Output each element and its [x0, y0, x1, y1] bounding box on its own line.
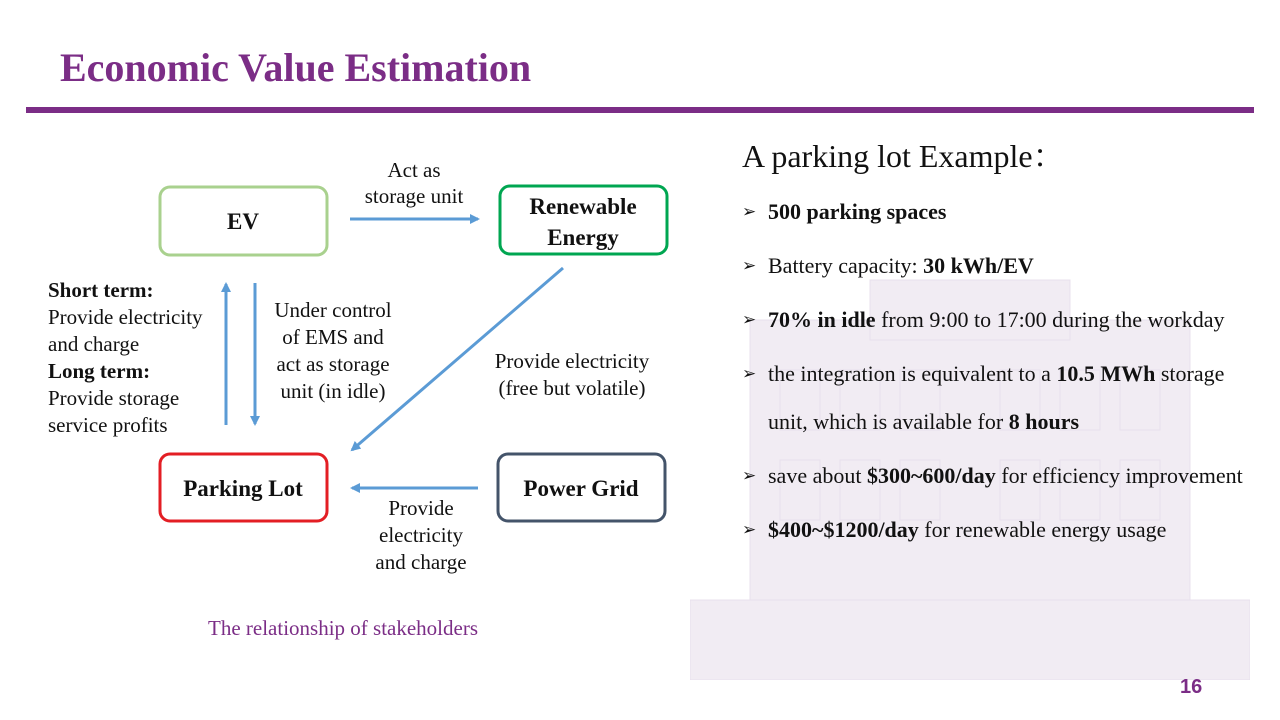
bullet-arrow-icon: ➢	[742, 364, 757, 383]
bullet-arrow-icon: ➢	[742, 256, 757, 275]
edge-label-grid-parking-1: Provide	[388, 496, 454, 520]
example-bullet-list	[742, 188, 1262, 554]
bullet-arrow-icon: ➢	[742, 466, 757, 485]
edge-label-long-term-head: Long term:	[48, 359, 151, 383]
edge-label-ev-parking-4: unit (in idle)	[280, 379, 386, 403]
bullet-idle-time: ➢ 70% in idle from 9:00 to 17:00 during the workday	[742, 296, 1262, 344]
renewable-node-label-line2: Energy	[547, 225, 619, 250]
bullet-renewable-usage: ➢ $400~$1200/day for renewable energy usage	[742, 506, 1262, 554]
edge-label-renewable-parking-2: (free but volatile)	[498, 376, 646, 400]
edge-label-short-term-1: Provide electricity	[48, 305, 203, 329]
edge-label-ev-renewable-1: Act as	[387, 158, 441, 182]
bullet-arrow-icon: ➢	[742, 520, 757, 539]
bullet-arrow-icon: ➢	[742, 202, 757, 221]
edge-label-ev-parking-1: Under control	[274, 298, 392, 322]
edge-label-ev-renewable-2: storage unit	[364, 184, 464, 208]
edge-label-long-term-2: service profits	[48, 413, 168, 437]
bullet-parking-spaces: ➢ 500 parking spaces	[742, 188, 1262, 236]
slide-title: Economic Value Estimation	[60, 45, 532, 90]
bullet-battery-capacity: ➢ Battery capacity: 30 kWh/EV	[742, 242, 1262, 290]
power-grid-node-label: Power Grid	[523, 476, 639, 501]
page-number: 16	[1180, 676, 1203, 698]
parking-lot-node-label: Parking Lot	[183, 476, 303, 501]
edge-label-ev-parking-2: of EMS and	[282, 325, 384, 349]
edge-label-ev-parking-3: act as storage	[276, 352, 390, 376]
bullet-arrow-icon: ➢	[742, 310, 757, 329]
edge-label-grid-parking-2: electricity	[379, 523, 463, 547]
example-panel	[742, 136, 1262, 560]
ev-node-label: EV	[227, 209, 259, 234]
bullet-integration-storage: ➢ the integration is equivalent to a 10.5 MWh storage unit, which is available for 8 hours	[742, 350, 1262, 446]
edge-label-grid-parking-3: and charge	[375, 550, 467, 574]
renewable-node-label-line1: Renewable	[529, 194, 637, 219]
edge-label-short-term-2: and charge	[48, 332, 140, 356]
edge-label-long-term-1: Provide storage	[48, 386, 180, 410]
edge-label-renewable-parking-1: Provide electricity	[494, 349, 650, 373]
edge-label-short-term-head: Short term:	[48, 278, 154, 302]
example-heading: A parking lot Example：	[742, 138, 1065, 174]
diagram-caption: The relationship of stakeholders	[208, 616, 479, 640]
bullet-efficiency-savings: ➢ save about $300~600/day for efficiency improvement	[742, 452, 1262, 500]
